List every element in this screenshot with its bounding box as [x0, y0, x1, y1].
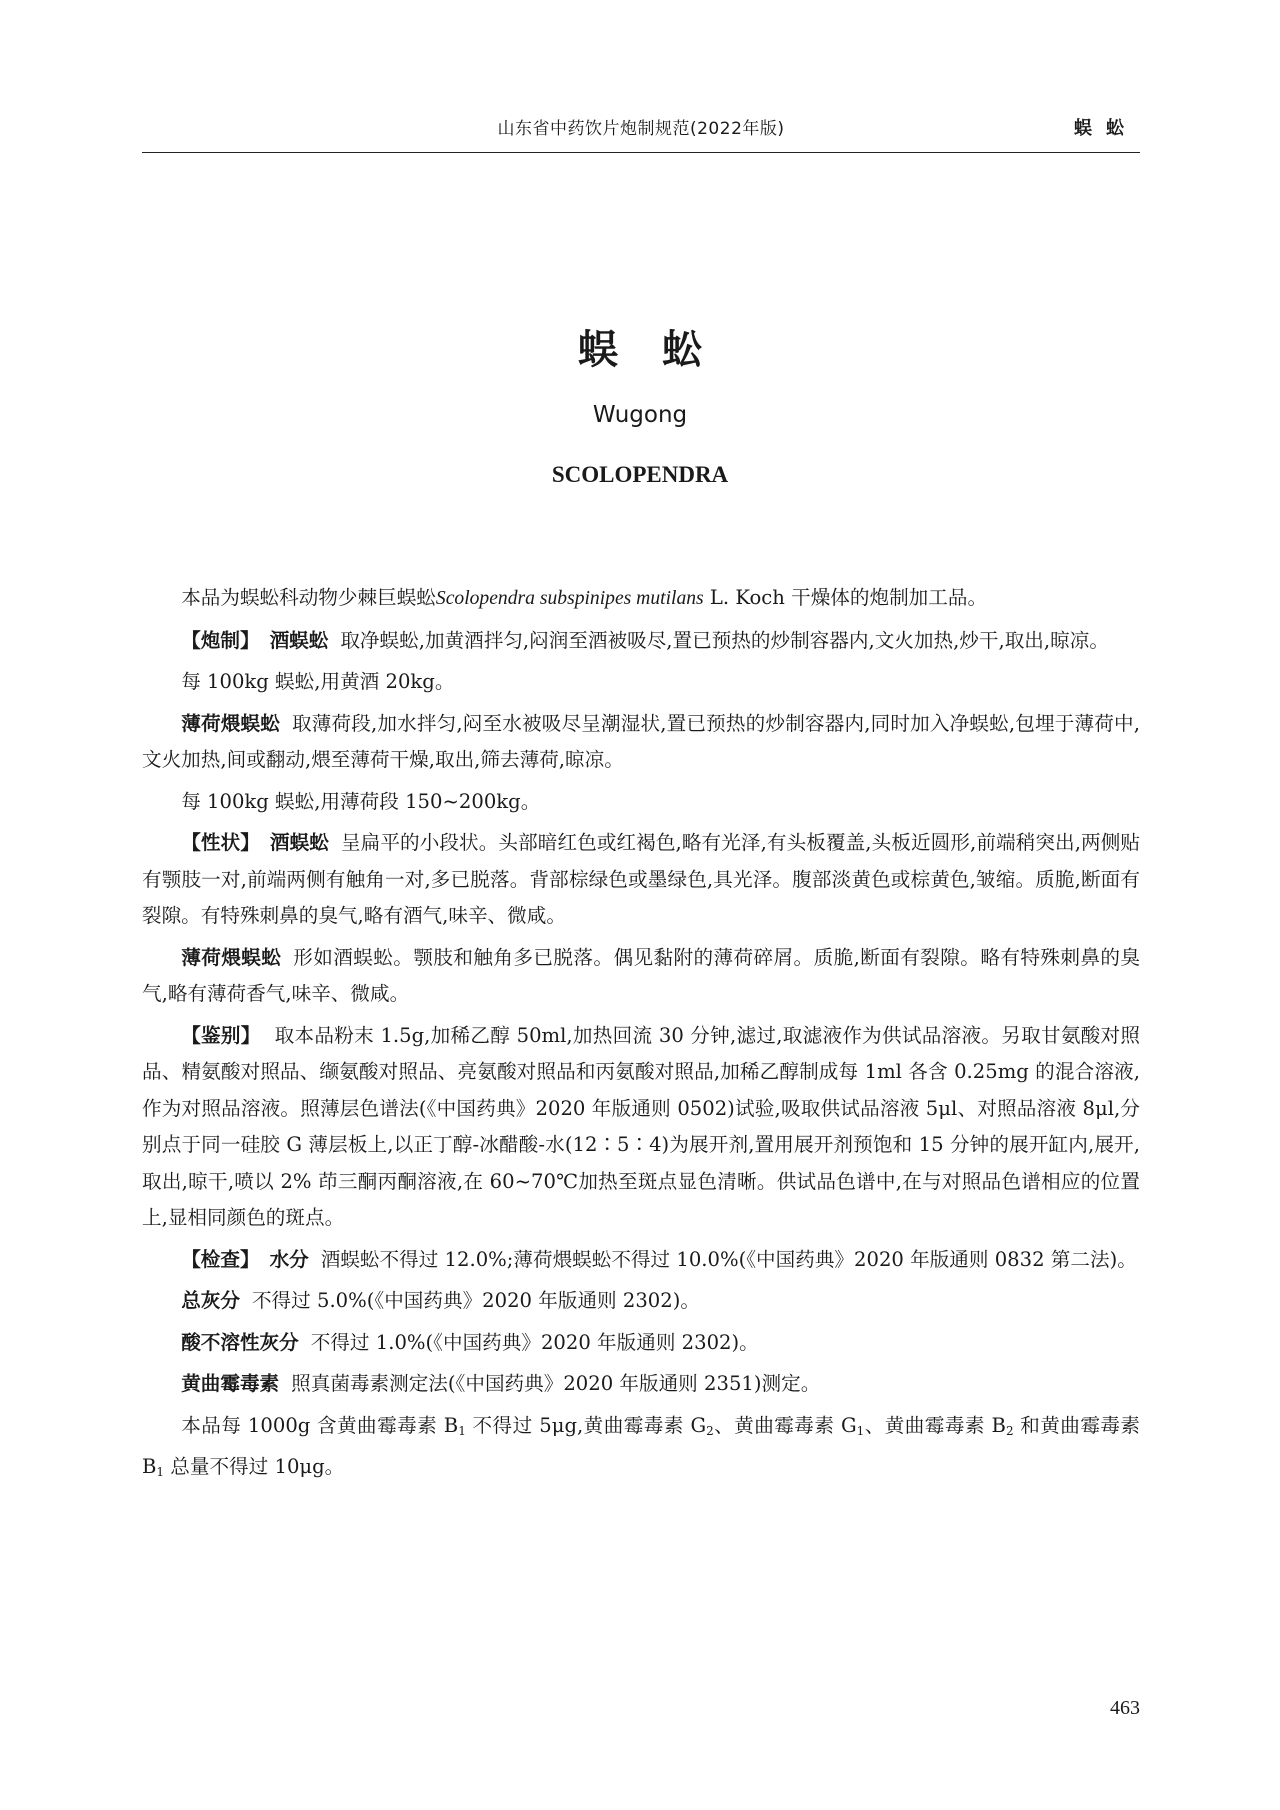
- inspection-ash: [142, 1283, 1140, 1320]
- label-acid-insoluble-ash: 酸不溶性灰分: [181, 1330, 299, 1354]
- section-characters: 【性状】: [181, 831, 260, 854]
- section-identification: 【鉴别】: [181, 1023, 261, 1047]
- label-water: 水分: [269, 1247, 309, 1271]
- processing-jiu-text: 取净蜈蚣,加黄酒拌匀,闷润至酒被吸尽,置已预热的炒制容器内,文火加热,炒干,取出,晾凉。: [340, 628, 1109, 652]
- limit-text-2: 不得过 5μg,黄曲霉毒素 G: [465, 1413, 707, 1437]
- limit-text-3: 、黄曲霉毒素 G: [713, 1413, 857, 1437]
- entry-title-latin: SCOLOPENDRA: [551, 462, 729, 487]
- label-bohe-wugong-char: 薄荷煨蜈蚣: [181, 945, 282, 969]
- inspection-aflatoxin: [142, 1366, 1140, 1403]
- intro-after: L. Koch 干燥体的炮制加工品。: [703, 586, 988, 609]
- limit-sub-1: 1: [458, 1423, 466, 1438]
- aflatoxin-limit: [142, 1408, 1140, 1491]
- processing-jiu-ratio: 每 100kg 蜈蚣,用黄酒 20kg。: [181, 670, 455, 693]
- book-title: 山东省中药饮片炮制规范(2022年版): [497, 119, 785, 139]
- label-aflatoxin: 黄曲霉毒素: [181, 1372, 280, 1395]
- characters-jiu-text: 呈扁平的小段状。头部暗红色或红褐色,略有光泽,有头板覆盖,头板近圆形,前端稍突出,两侧贴有颚肢一对,前端两侧有触角一对,多已脱落。背部棕绿色或墨绿色,具光泽。腹部淡黄色或棕黄色,皱缩。质脆,断面有裂隙。有特殊刺鼻的臭气,略有酒气,味辛、微咸。: [142, 831, 1141, 927]
- processing-bohe-text: 取薄荷段,加水拌匀,闷至水被吸尽呈潮湿状,置已预热的炒制容器内,同时加入净蜈蚣,包埋于薄荷中,文火加热,间或翻动,煨至薄荷干燥,取出,筛去薄荷,晾凉。: [142, 711, 1140, 771]
- identification-paragraph: [142, 1018, 1140, 1237]
- limit-sub-3: 1: [856, 1423, 865, 1438]
- limit-text-6: 总量不得过 10μg。: [164, 1455, 345, 1478]
- inspection-acid-ash: [142, 1325, 1140, 1362]
- characters-bohe-text: 形如酒蜈蚣。颚肢和触角多已脱落。偶见黏附的薄荷碎屑。质脆,断面有裂隙。略有特殊刺鼻的臭气,略有薄荷香气,味辛、微咸。: [142, 945, 1140, 1005]
- processing-bohe-ratio: 每 100kg 蜈蚣,用薄荷段 150~200kg。: [181, 789, 541, 813]
- entry-title-pinyin: Wugong: [592, 402, 688, 428]
- label-jiu-wugong-char: 酒蜈蚣: [269, 831, 329, 854]
- identification-text: 取本品粉末 1.5g,加稀乙醇 50ml,加热回流 30 分钟,滤过,取滤液作为供试品溶液。另取甘氨酸对照品、精氨酸对照品、缬氨酸对照品、亮氨酸对照品和丙氨酸对照品,加稀乙醇制成每 1ml 各含 0.25mg 的混合溶液,作为对照品溶液。照薄层色谱法(《中国药典》2020 年版通则 0502)试验,吸取供试品溶液 5μl、对照品溶液 8μl,分别点于同一硅胶 G 薄层板上,以正丁醇-冰醋酸-水(12∶5∶4)为展开剂,置用展开剂预饱和 15 分钟的展开缸内,展开,取出,晾干,喷以 2% 茚三酮丙酮溶液,在 60~70℃加热至斑点显色清晰。供试品色谱中,在与对照品色谱相应的位置上,显相同颜色的斑点。: [142, 1023, 1141, 1229]
- section-processing: 【炮制】: [181, 628, 260, 652]
- section-inspection: 【检查】: [181, 1247, 260, 1271]
- entry-title-chinese: 蜈蚣: [578, 327, 746, 373]
- intro-paragraph: [142, 580, 1140, 618]
- processing-bohe: [142, 706, 1140, 779]
- page-number: 463: [1110, 1697, 1140, 1719]
- processing-jiu: [142, 623, 1140, 660]
- inspection-acid-ash-text: 不得过 1.0%(《中国药典》2020 年版通则 2302)。: [310, 1330, 759, 1354]
- inspection-water-text: 酒蜈蚣不得过 12.0%;薄荷煨蜈蚣不得过 10.0%(《中国药典》2020 年版通则 0832 第二法)。: [320, 1247, 1137, 1271]
- characters-jiu: [142, 825, 1140, 935]
- characters-bohe: [142, 940, 1140, 1013]
- intro-before: 本品为蜈蚣科动物少棘巨蜈蚣: [181, 586, 436, 609]
- species-name: Scolopendra subspinipes mutilans: [435, 588, 704, 609]
- limit-sub-4: 2: [1005, 1423, 1014, 1438]
- running-header: [142, 112, 1140, 153]
- limit-sub-2: 2: [706, 1423, 714, 1438]
- label-jiu-wugong: 酒蜈蚣: [269, 628, 329, 652]
- inspection-aflatoxin-text: 照真菌毒素测定法(《中国药典》2020 年版通则 2351)测定。: [291, 1372, 821, 1395]
- limit-text-1: 本品每 1000g 含黄曲霉毒素 B: [181, 1413, 459, 1437]
- limit-text-4: 、黄曲霉毒素 B: [864, 1413, 1006, 1437]
- inspection-ash-text: 不得过 5.0%(《中国药典》2020 年版通则 2302)。: [251, 1289, 700, 1312]
- monograph-body: [142, 580, 1140, 1496]
- header-entry-name: 蜈蚣: [1074, 118, 1138, 139]
- limit-text-5: 和黄曲霉毒素 B: [142, 1413, 1140, 1478]
- label-total-ash: 总灰分: [181, 1289, 240, 1312]
- limit-sub-5: 1: [156, 1465, 165, 1479]
- label-bohe-wugong: 薄荷煨蜈蚣: [181, 711, 280, 735]
- inspection-water: [142, 1242, 1140, 1279]
